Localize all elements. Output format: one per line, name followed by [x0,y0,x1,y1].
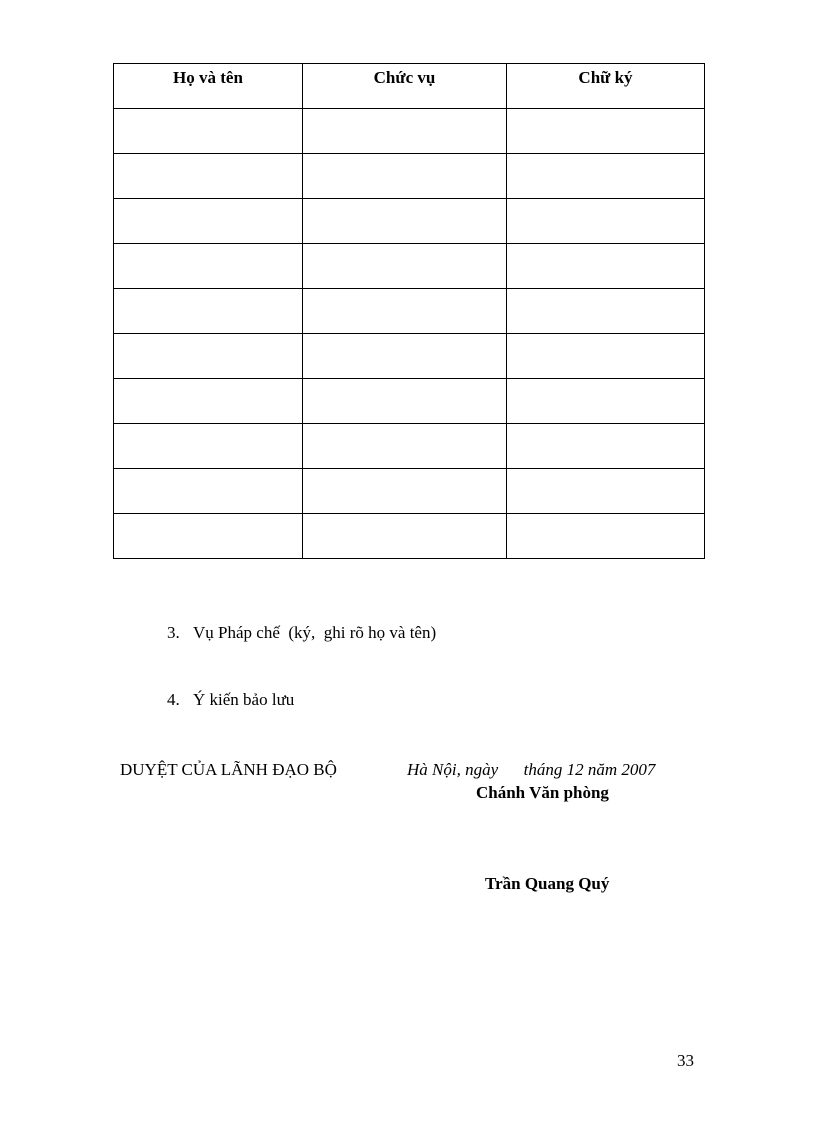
list-item-legal-department [167,623,436,643]
column-header-name: Họ và tên [114,64,303,109]
cell-position [303,424,507,469]
cell-name [114,199,303,244]
table-row [114,514,705,559]
cell-signature [507,289,705,334]
cell-name [114,424,303,469]
cell-position [303,109,507,154]
list-item-reserved-opinion [167,690,294,710]
cell-name [114,109,303,154]
table-row [114,244,705,289]
list-item-text: Vụ Pháp chế (ký, ghi rõ họ và tên) [193,623,437,642]
cell-signature [507,244,705,289]
table-row [114,469,705,514]
office-chief-title: Chánh Văn phòng [476,783,609,802]
cell-position [303,244,507,289]
table-row [114,154,705,199]
cell-position [303,289,507,334]
cell-name [114,514,303,559]
list-item-text: Ý kiến bảo lưu [193,690,295,709]
table-row [114,109,705,154]
cell-name [114,244,303,289]
cell-name [114,334,303,379]
table-header-row [114,64,705,109]
table-row [114,379,705,424]
column-header-signature: Chữ ký [507,64,705,109]
table-row [114,424,705,469]
cell-position [303,469,507,514]
cell-signature [507,199,705,244]
page-number: 33 [677,1051,694,1070]
table-row [114,289,705,334]
cell-name [114,379,303,424]
cell-position [303,199,507,244]
cell-signature [507,379,705,424]
list-item-number: 4. [167,690,180,709]
table-row [114,334,705,379]
cell-name [114,469,303,514]
cell-signature [507,334,705,379]
cell-signature [507,514,705,559]
signer-name: Trần Quang Quý [485,874,610,893]
cell-signature [507,154,705,199]
cell-signature [507,109,705,154]
cell-name [114,289,303,334]
place-date-line: Hà Nội, ngày tháng 12 năm 2007 [407,760,656,779]
cell-position [303,379,507,424]
cell-signature [507,469,705,514]
cell-name [114,154,303,199]
ministry-approval-label: DUYỆT CỦA LÃNH ĐẠO BỘ [120,760,337,779]
list-item-number: 3. [167,623,180,642]
column-header-position: Chức vụ [303,64,507,109]
cell-position [303,334,507,379]
cell-position [303,514,507,559]
cell-position [303,154,507,199]
cell-signature [507,424,705,469]
signature-table [113,63,705,559]
table-row [114,199,705,244]
